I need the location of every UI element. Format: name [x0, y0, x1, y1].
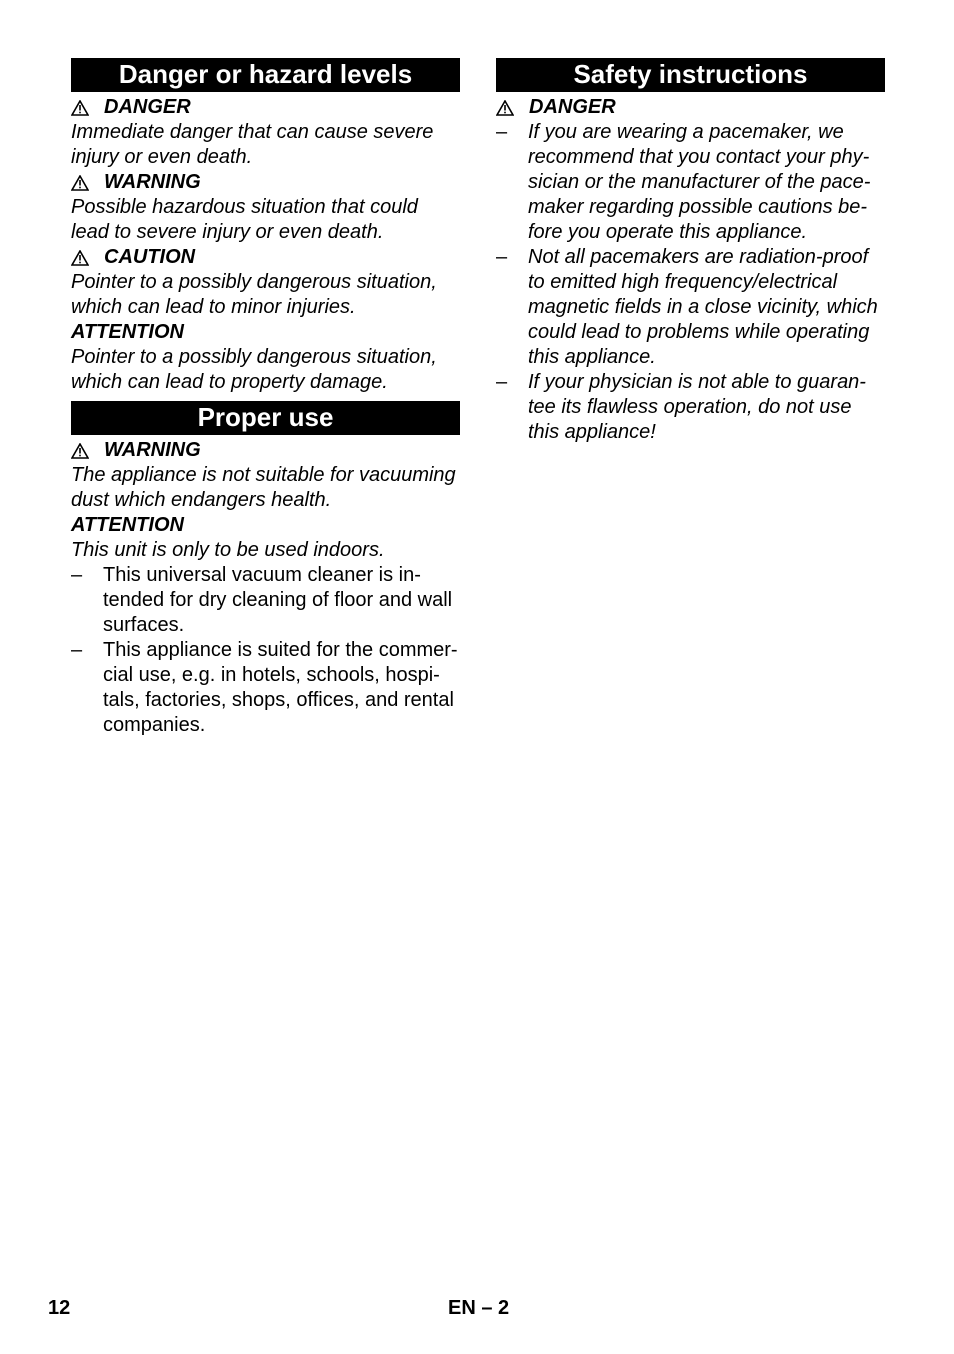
safety-danger-heading: [496, 95, 885, 120]
warning-label: WARNING: [104, 439, 201, 461]
list-item-line: fore you operate this appliance.: [528, 221, 808, 243]
list-dash: –: [71, 639, 83, 661]
list-item-line: maker regarding possible cautions be-: [528, 196, 868, 218]
danger-heading: [71, 95, 460, 120]
list-item-line: tended for dry cleaning of floor and wall: [103, 589, 453, 611]
list-item-line: tals, factories, shops, offices, and rental: [103, 689, 454, 711]
section-heading-hazard-levels: Danger or hazard levels: [71, 58, 460, 92]
list-item: [496, 370, 885, 445]
warning-label: WARNING: [104, 171, 201, 193]
warning-text-line: Possible hazardous situation that could: [71, 196, 418, 218]
warning-triangle-icon: [71, 443, 93, 459]
danger-label: DANGER: [529, 96, 616, 118]
warning-triangle-icon: [71, 100, 93, 116]
list-item-line: magnetic fields in a close vicinity, which: [528, 296, 878, 318]
list-item-line: cial use, e.g. in hotels, schools, hospi-: [103, 664, 440, 686]
caution-label: CAUTION: [104, 246, 196, 268]
section-heading-proper-use: Proper use: [71, 401, 460, 435]
caution-heading: [71, 245, 460, 270]
list-item-line: could lead to problems while operating: [528, 321, 870, 343]
list-item: [71, 638, 460, 738]
list-dash: –: [496, 371, 508, 393]
language-page-label: EN – 2: [448, 1297, 510, 1319]
list-item-line: If your physician is not able to guaran-: [528, 371, 866, 393]
left-column: [71, 58, 460, 738]
list-dash: –: [496, 246, 508, 268]
list-item: [496, 245, 885, 370]
caution-text-line: which can lead to minor injuries.: [71, 296, 356, 318]
list-item-line: If you are wearing a pacemaker, we: [528, 121, 844, 143]
proper-use-attention-line: This unit is only to be used indoors.: [71, 539, 385, 561]
list-item-line: this appliance.: [528, 346, 656, 368]
warning-heading: [71, 170, 460, 195]
list-dash: –: [71, 564, 83, 586]
list-dash: –: [496, 121, 508, 143]
list-item: [71, 563, 460, 638]
warning-triangle-icon: [496, 100, 518, 116]
attention-text-line: Pointer to a possibly dangerous situation,: [71, 346, 437, 368]
warning-triangle-icon: [71, 175, 93, 191]
warning-text-line: lead to severe injury or even death.: [71, 221, 384, 243]
caution-text-line: Pointer to a possibly dangerous situation,: [71, 271, 437, 293]
attention-text-line: which can lead to property damage.: [71, 371, 388, 393]
warning-triangle-icon: [71, 250, 93, 266]
list-item-line: This universal vacuum cleaner is in-: [103, 564, 421, 586]
attention-heading: ATTENTION: [71, 321, 184, 343]
list-item-line: surfaces.: [103, 614, 185, 636]
list-item-line: this appliance!: [528, 421, 656, 443]
list-item-line: Not all pacemakers are radiation-proof: [528, 246, 869, 268]
list-item-line: tee its flawless operation, do not use: [528, 396, 852, 418]
list-item-line: sician or the manufacturer of the pace-: [528, 171, 871, 193]
proper-use-warning-line: dust which endangers health.: [71, 489, 332, 511]
proper-use-attention-heading: ATTENTION: [71, 514, 184, 536]
page-number: 12: [48, 1297, 71, 1319]
danger-text-line: Immediate danger that can cause severe: [71, 121, 434, 143]
section-heading-safety-instructions: Safety instructions: [496, 58, 885, 92]
list-item-line: to emitted high frequency/electrical: [528, 271, 838, 293]
right-column: [496, 58, 885, 445]
list-item-line: recommend that you contact your phy-: [528, 146, 870, 168]
list-item: [496, 120, 885, 245]
danger-text-line: injury or even death.: [71, 146, 253, 168]
list-item-line: companies.: [103, 714, 206, 736]
proper-use-warning-line: The appliance is not suitable for vacuuming: [71, 464, 456, 486]
danger-label: DANGER: [104, 96, 191, 118]
proper-use-warning-heading: [71, 438, 460, 463]
list-item-line: This appliance is suited for the commer-: [103, 639, 458, 661]
